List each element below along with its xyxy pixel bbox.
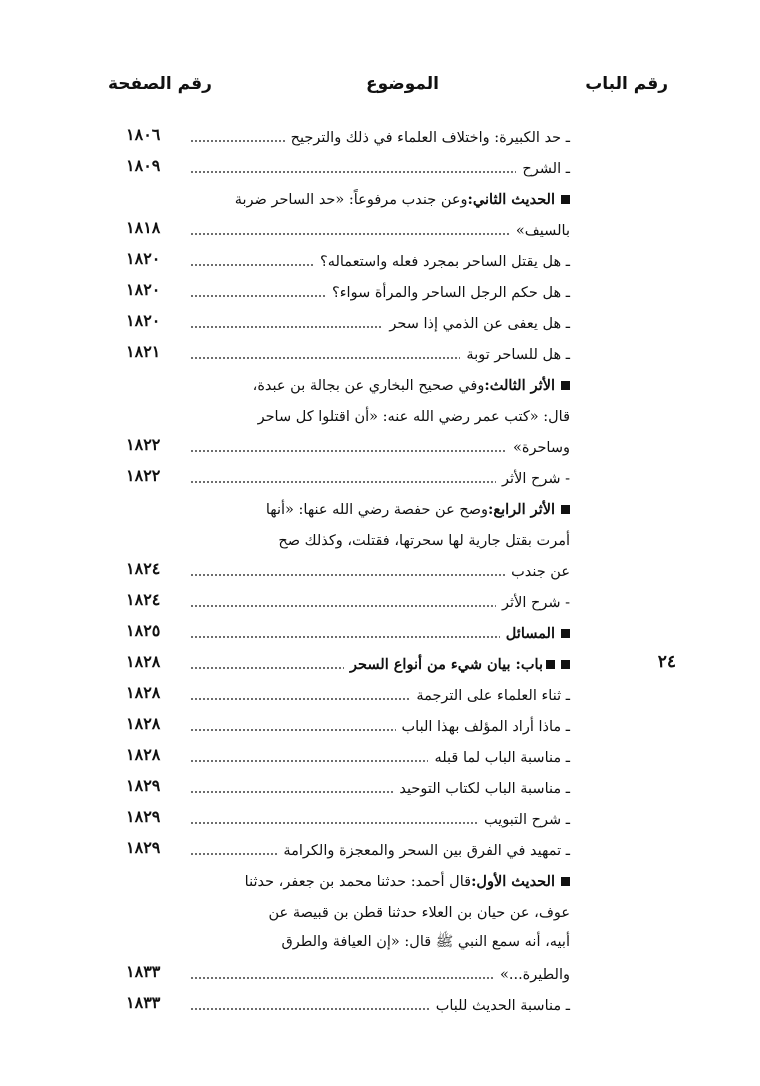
- entry-title: ـ ثناء العلماء على الترجمة: [416, 687, 570, 704]
- toc-entry: [0, 618, 760, 649]
- entry-line: [184, 370, 570, 401]
- entry-line: [184, 432, 570, 463]
- toc-entry: [0, 494, 760, 525]
- entry-title: ـ مناسبة الباب لما قبله: [434, 749, 570, 766]
- entry-heading: باب: بيان شيء من أنواع السحر: [349, 656, 543, 673]
- entry-title: ـ حد الكبيرة: واختلاف العلماء في ذلك والترجيح: [290, 129, 570, 146]
- toc-entry: [0, 184, 760, 215]
- entry-title: والطيرة...»: [499, 966, 570, 983]
- square-bullet-icon: [561, 505, 570, 514]
- entry-line: [184, 184, 570, 215]
- page-number: ١٨٣٣: [126, 993, 161, 1012]
- entry-line: [184, 990, 570, 1021]
- page-number: ١٨٢٤: [126, 559, 161, 578]
- entry-title: بالسيف»: [515, 222, 570, 239]
- square-bullet-icon: [546, 660, 555, 669]
- page-number: ١٨٠٦: [126, 125, 161, 144]
- entry-line: [184, 649, 570, 680]
- dot-leader: [190, 574, 505, 576]
- dot-leader: [190, 357, 460, 359]
- entry-title: ـ مناسبة الباب لكتاب التوحيد: [399, 780, 570, 797]
- entry-heading: الأثر الثالث:: [484, 377, 555, 394]
- entry-line: [184, 153, 570, 184]
- topic-column-header: الموضوع: [366, 74, 439, 94]
- toc-entry: [0, 308, 760, 339]
- toc-entry: [0, 525, 760, 556]
- entry-line: [184, 897, 570, 928]
- toc-entry: [0, 246, 760, 277]
- entry-heading: الحديث الثاني:: [467, 191, 555, 208]
- dot-leader: [190, 698, 410, 700]
- dot-leader: [190, 264, 314, 266]
- page-number: ١٨٢٤: [126, 590, 161, 609]
- toc-entry: [0, 711, 760, 742]
- page-number: ١٨٢٩: [126, 807, 161, 826]
- page-number: ١٨٢٩: [126, 838, 161, 857]
- square-bullet-icon: [561, 877, 570, 886]
- entry-line: [184, 277, 570, 308]
- entry-line: [184, 680, 570, 711]
- toc-entry: [0, 928, 760, 959]
- toc-entry: [0, 773, 760, 804]
- page-number: ١٨٢١: [126, 342, 161, 361]
- entry-title: ـ هل يقتل الساحر بمجرد فعله واستعماله؟: [320, 253, 570, 270]
- dot-leader: [190, 171, 516, 173]
- entry-title: - شرح الأثر: [502, 594, 570, 611]
- page-number: ١٨٢٢: [126, 466, 161, 485]
- dot-leader: [190, 295, 326, 297]
- dot-leader: [190, 450, 507, 452]
- entry-line: [184, 711, 570, 742]
- page-number: ١٨٢٠: [126, 311, 161, 330]
- entry-title: وصح عن حفصة رضي الله عنها: «أنها: [265, 501, 489, 518]
- entry-title: - شرح الأثر: [502, 470, 570, 487]
- entry-heading: الحديث الأول:: [471, 873, 555, 890]
- toc-entry: [0, 401, 760, 432]
- toc-entry: [0, 649, 760, 680]
- dot-leader: [190, 853, 277, 855]
- page-number: ١٨٣٣: [126, 962, 161, 981]
- entry-line: [184, 556, 570, 587]
- entry-line: [184, 742, 570, 773]
- page-number: ١٨٢٨: [126, 714, 161, 733]
- page-number: ١٨٢٢: [126, 435, 161, 454]
- square-bullet-icon: [561, 195, 570, 204]
- page-number: ١٨٢٨: [126, 652, 161, 671]
- entry-title: عوف، عن حيان بن العلاء حدثنا قطن بن قبيصة عن: [268, 904, 570, 921]
- square-bullet-icon: [561, 629, 570, 638]
- entry-title: وساحرة»: [512, 439, 570, 456]
- toc-entry: [0, 680, 760, 711]
- entry-line: [184, 959, 570, 990]
- toc-entry: [0, 339, 760, 370]
- square-bullet-icon: [561, 381, 570, 390]
- dot-leader: [190, 729, 396, 731]
- entry-title: ـ مناسبة الحديث للباب: [435, 997, 570, 1014]
- dot-leader: [190, 326, 383, 328]
- entry-title: أبيه، أنه سمع النبي ﷺ قال: «إن العيافة والطرق: [281, 934, 570, 950]
- entry-line: [184, 525, 570, 556]
- entry-line: [184, 463, 570, 494]
- entry-line: [184, 835, 570, 866]
- entry-line: [184, 246, 570, 277]
- entry-title: وفي صحيح البخاري عن بجالة بن عبدة،: [252, 377, 485, 394]
- dot-leader: [190, 1008, 430, 1010]
- page-number: ١٨٢٩: [126, 776, 161, 795]
- toc-entry: [0, 990, 760, 1021]
- entry-line: [184, 122, 570, 153]
- dot-leader: [190, 605, 496, 607]
- toc-entry: [0, 432, 760, 463]
- entry-title: قال: «كتب عمر رضي الله عنه: «أن اقتلوا كل ساحر: [257, 408, 570, 425]
- dot-leader: [190, 791, 393, 793]
- dot-leader: [190, 636, 500, 638]
- dot-leader: [190, 667, 344, 669]
- dot-leader: [190, 481, 496, 483]
- entry-title: ـ هل حكم الرجل الساحر والمرأة سواء؟: [332, 284, 570, 301]
- entry-heading: المسائل: [505, 625, 555, 642]
- toc-entry: [0, 277, 760, 308]
- toc-entry: [0, 463, 760, 494]
- toc-entry: [0, 215, 760, 246]
- square-bullet-icon: [561, 660, 570, 669]
- entry-line: [184, 587, 570, 618]
- table-header: [0, 74, 760, 108]
- dot-leader: [190, 977, 494, 979]
- page-number: ١٨٢٨: [126, 745, 161, 764]
- toc-entry: [0, 835, 760, 866]
- entry-line: [184, 866, 570, 897]
- page-number: ١٨٢٠: [126, 280, 161, 299]
- entry-heading: الأثر الرابع:: [488, 501, 555, 518]
- entry-line: [184, 339, 570, 370]
- dot-leader: [190, 822, 478, 824]
- toc-entry: [0, 804, 760, 835]
- dot-leader: [190, 233, 510, 235]
- entry-line: [184, 928, 570, 959]
- entry-line: [184, 401, 570, 432]
- page-number: ١٨١٨: [126, 218, 161, 237]
- entry-line: [184, 804, 570, 835]
- toc-entry: [0, 122, 760, 153]
- entry-line: [184, 308, 570, 339]
- page-number: ١٨٠٩: [126, 156, 161, 175]
- entry-title: ـ ماذا أراد المؤلف بهذا الباب: [401, 718, 570, 735]
- page-number-column-header: رقم الصفحة: [108, 74, 212, 94]
- dot-leader: [190, 140, 285, 142]
- toc-entry: [0, 897, 760, 928]
- entry-title: وعن جندب مرفوعاً: «حد الساحر ضربة: [234, 191, 468, 208]
- page-number: ١٨٢٥: [126, 621, 161, 640]
- toc-entry: [0, 742, 760, 773]
- page-number: ١٨٢٨: [126, 683, 161, 702]
- chapter-number-column-header: رقم الباب: [585, 74, 668, 94]
- entry-line: [184, 494, 570, 525]
- entry-line: [184, 215, 570, 246]
- entry-title: ـ هل يعفى عن الذمي إذا سحر: [389, 315, 570, 332]
- entry-title: ـ شرح التبويب: [484, 811, 570, 828]
- toc-entry: [0, 556, 760, 587]
- entry-title: ـ هل للساحر توبة: [466, 346, 570, 363]
- table-of-contents: [0, 122, 760, 1021]
- entry-title: أمرت بقتل جارية لها سحرتها، فقتلت، وكذلك صح: [278, 532, 570, 549]
- chapter-number: ٢٤: [657, 652, 676, 672]
- entry-line: [184, 618, 570, 649]
- entry-title: ـ تمهيد في الفرق بين السحر والمعجزة والكرامة: [283, 842, 570, 859]
- dot-leader: [190, 760, 428, 762]
- entry-line: [184, 773, 570, 804]
- page-number: ١٨٢٠: [126, 249, 161, 268]
- entry-title: قال أحمد: حدثنا محمد بن جعفر، حدثنا: [244, 873, 472, 890]
- toc-entry: [0, 959, 760, 990]
- toc-entry: [0, 587, 760, 618]
- entry-title: ـ الشرح: [522, 160, 570, 177]
- toc-entry: [0, 153, 760, 184]
- toc-entry: [0, 370, 760, 401]
- toc-entry: [0, 866, 760, 897]
- entry-title: عن جندب: [511, 563, 570, 580]
